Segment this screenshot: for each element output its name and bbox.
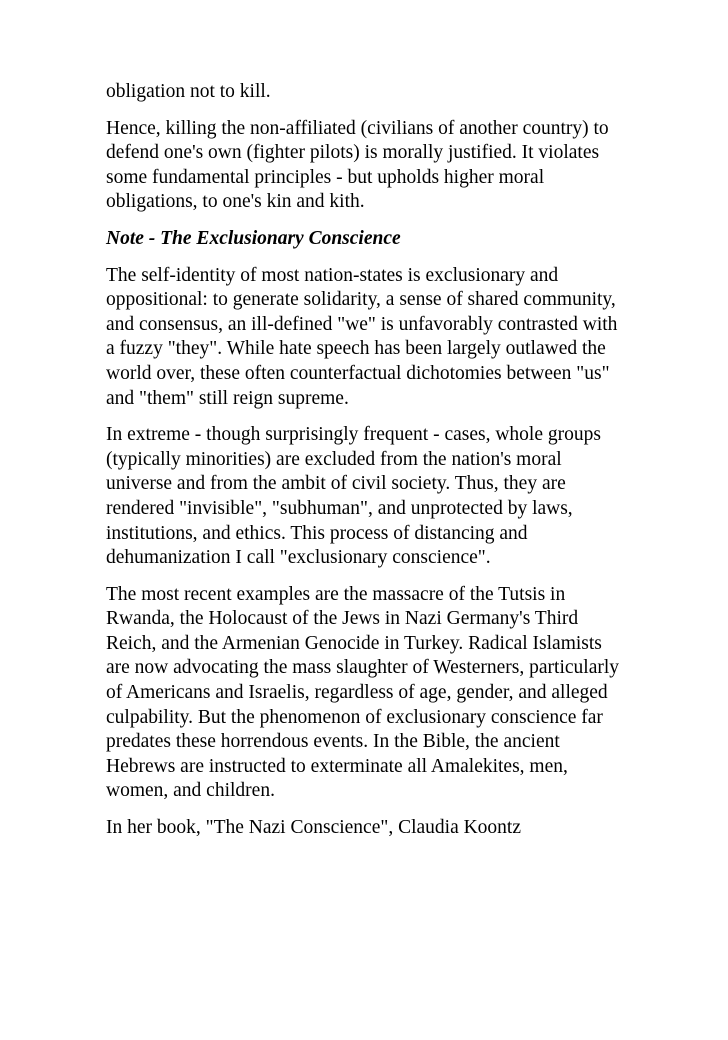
paragraph-extreme-cases: In extreme - though surprisingly frequent - cases, whole groups (typically minorities) are excluded from the nation's moral universe and from the ambit of civil society. Thus, they are rendered "invisible", "subhuman", and unprotected by laws, institutions, and ethics. This process of distancing and dehumanization I call "exclusionary conscience". xyxy=(106,424,601,569)
paragraph-self-identity: The self-identity of most nation-states is exclusionary and oppositional: to generate solidarity, a sense of shared community, and consensus, an ill-defined "we" is unfavorably contrasted with a fuzzy "they". While hate speech has been largely outlawed the world over, these often counterfactual dichotomies between "us" and "them" still reign supreme. xyxy=(106,264,618,409)
paragraph-nazi-conscience: In her book, "The Nazi Conscience", Claudia Koontz xyxy=(106,817,522,839)
document-body xyxy=(106,80,626,853)
section-heading: Note - The Exclusionary Conscience xyxy=(106,227,401,249)
paragraph-recent-examples: The most recent examples are the massacre of the Tutsis in Rwanda, the Holocaust of the Jews in Nazi Germany's Third Reich, and the Armenian Genocide in Turkey. Radical Islamists are now advocating the mass slaughter of Westerners, particularly of Americans and Israelis, regardless of age, gender, and alleged culpability. But the phenomenon of exclusionary conscience far predates these horrendous events. In the Bible, the ancient Hebrews are instructed to exterminate all Amalekites, men, women, and children. xyxy=(106,583,620,802)
paragraph-continuation: obligation not to kill. xyxy=(106,81,271,102)
paragraph-killing-justified: Hence, killing the non-affiliated (civilians of another country) to defend one's own (fighter pilots) is morally justified. It violates some fundamental principles - but upholds higher moral obligations, to one's kin and kith. xyxy=(106,117,609,213)
